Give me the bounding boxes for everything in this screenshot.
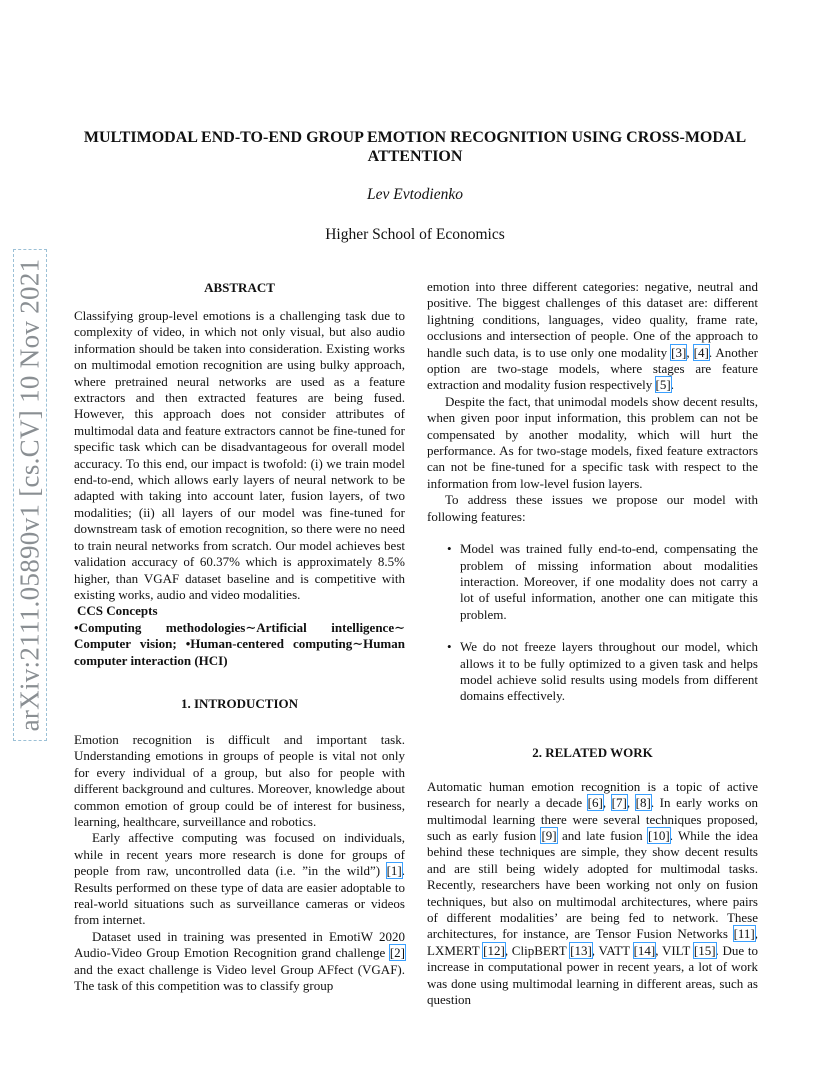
- related-work-paragraph: Automatic human emotion recognition is a topic of active research for nearly a decade [6], [7], [8]. In early works on multimodal learning there were several techniques proposed, such as early fusion [9] and late fusion [10]. While the idea behind these techniques are simple, they show decent results and are still being widely adopted for multimodal tasks. Recently, researchers have been working not only on fusion techniques, but also on multimodal architectures, where pairs of different modalities’ are being fed to network. These architectures, for instance, are Tensor Fusion Networks [11], LXMERT [12], ClipBERT [13], VATT [14], VILT [15]. Due to increase in computational power in recent years, a lot of work was done using multimodal learning in different areas, such as question: [427, 778, 758, 1008]
- citation-link[interactable]: [15]: [693, 942, 716, 958]
- ccs-text: •Computing methodologies∼Artificial intelligence∼ Computer vision; •Human-centered computing∼Human computer interaction (HCI): [74, 619, 405, 668]
- intro-paragraph-3-start: Dataset used in training was presented in EmotiW 2020 Audio-Video Group Emotion Recognition grand challenge [2] and the exact challenge is Video level Group AFfect (VGAF). The task of this competition was to classify group: [74, 928, 405, 994]
- citation-link[interactable]: [3]: [671, 344, 687, 360]
- ccs-heading: CCS Concepts: [77, 603, 158, 619]
- citation-link[interactable]: [4]: [693, 344, 709, 360]
- list-item: • Model was trained fully end-to-end, compensating the problem of missing information about modalities interaction. Moreover, if one modality does not carry a lot of useful information, another one can mitigate this problem.: [447, 541, 758, 622]
- introduction-heading: 1. INTRODUCTION: [180, 695, 298, 711]
- citation-link[interactable]: [13]: [570, 942, 592, 958]
- author-name: Lev Evtodienko: [367, 186, 463, 203]
- list-item: • We do not freeze layers throughout our model, which allows it to be fully optimized to a given task and helps model achieve solid results using models from different domains effectively.: [447, 639, 758, 704]
- right-column: [427, 279, 758, 1008]
- citation-link[interactable]: [11]: [733, 926, 755, 942]
- contribution-list: [427, 541, 758, 705]
- related-work-heading: 2. RELATED WORK: [532, 744, 653, 760]
- left-column: [74, 280, 405, 994]
- citation-link[interactable]: [9]: [541, 827, 557, 843]
- arxiv-stamp: [14, 250, 46, 740]
- paper-title: MULTIMODAL END-TO-END GROUP EMOTION RECOGNITION USING CROSS-MODAL ATTENTION: [83, 129, 747, 165]
- citation-link[interactable]: [1]: [386, 863, 402, 879]
- affiliation: Higher School of Economics: [325, 226, 505, 243]
- citation-link[interactable]: [8]: [635, 795, 651, 811]
- citation-link[interactable]: [6]: [587, 795, 603, 811]
- intro-paragraph-5: To address these issues we propose our model with following features:: [427, 492, 758, 524]
- abstract-text: Classifying group-level emotions is a challenging task due to complexity of video, in which not only visual, but also audio information should be taken into consideration. Existing works on multimodal emotion recognition are using bulky approach, where pretrained neural networks are used as a feature extractors and then extracted features are being fused. However, this approach does not consider attributes of multimodal data and feature extractors cannot be fine-tuned for specific task which can be disadvantageous for overall model accuracy. To this end, our impact is twofold: (i) we train model end-to-end, which allows early layers of neural network to be adapted with taking into account later, fusion layers, of two modalities; (ii) all layers of our model was fine-tuned for downstream task of emotion recognition, so there were no need to train neural networks from scratch. Our model achieves best validation accuracy of 60.37% which is approximately 8.5% higher, than VGAF dataset baseline and is competitive with existing works, audio and video modalities.: [74, 308, 405, 602]
- intro-paragraph-3-cont: emotion into three different categories: negative, neutral and positive. The biggest challenges of this dataset are: different lightning conditions, languages, video quality, frame rate, occlusions and intersection of people. One of the approach to handle such data, is to use only one modality [3], [4]. Another option are two-stage models, where stages are feature extraction and modality fusion respectively [5].: [427, 279, 759, 393]
- citation-link[interactable]: [10]: [648, 827, 670, 843]
- intro-paragraph-1: Emotion recognition is difficult and important task. Understanding emotions in groups of people is vital not only for every individual of a group, but also for people with different background and cultures. Moreover, knowledge about common emotion of group could be of interest for business, learning, healthcare, surveillance and robotics.: [74, 731, 405, 829]
- citation-link[interactable]: [5]: [655, 377, 671, 393]
- citation-link[interactable]: [12]: [483, 942, 505, 958]
- arxiv-id: arXiv:2111.05890v1 [cs.CV] 10 Nov 2021: [14, 258, 45, 732]
- abstract-heading: ABSTRACT: [204, 280, 275, 295]
- intro-paragraph-2: Early affective computing was focused on individuals, while in recent years more research is done for groups of people from raw, uncontrolled data (i.e. ”in the wild”) [1]. Results performed on these type of data are easier adoptable to real-world situations such as surveillance cameras or videos from internet.: [74, 830, 405, 928]
- citation-link[interactable]: [2]: [389, 945, 405, 961]
- intro-paragraph-4: Despite the fact, that unimodal models show decent results, when given poor input information, this problem can not be compensated by another modality, which will hurt the performance. As for two-stage models, fixed feature extractors can not be fine-tuned for a specific task with respect to the information from low-level fusion layers.: [427, 393, 758, 491]
- citation-link[interactable]: [14]: [633, 942, 656, 958]
- citation-link[interactable]: [7]: [611, 795, 627, 811]
